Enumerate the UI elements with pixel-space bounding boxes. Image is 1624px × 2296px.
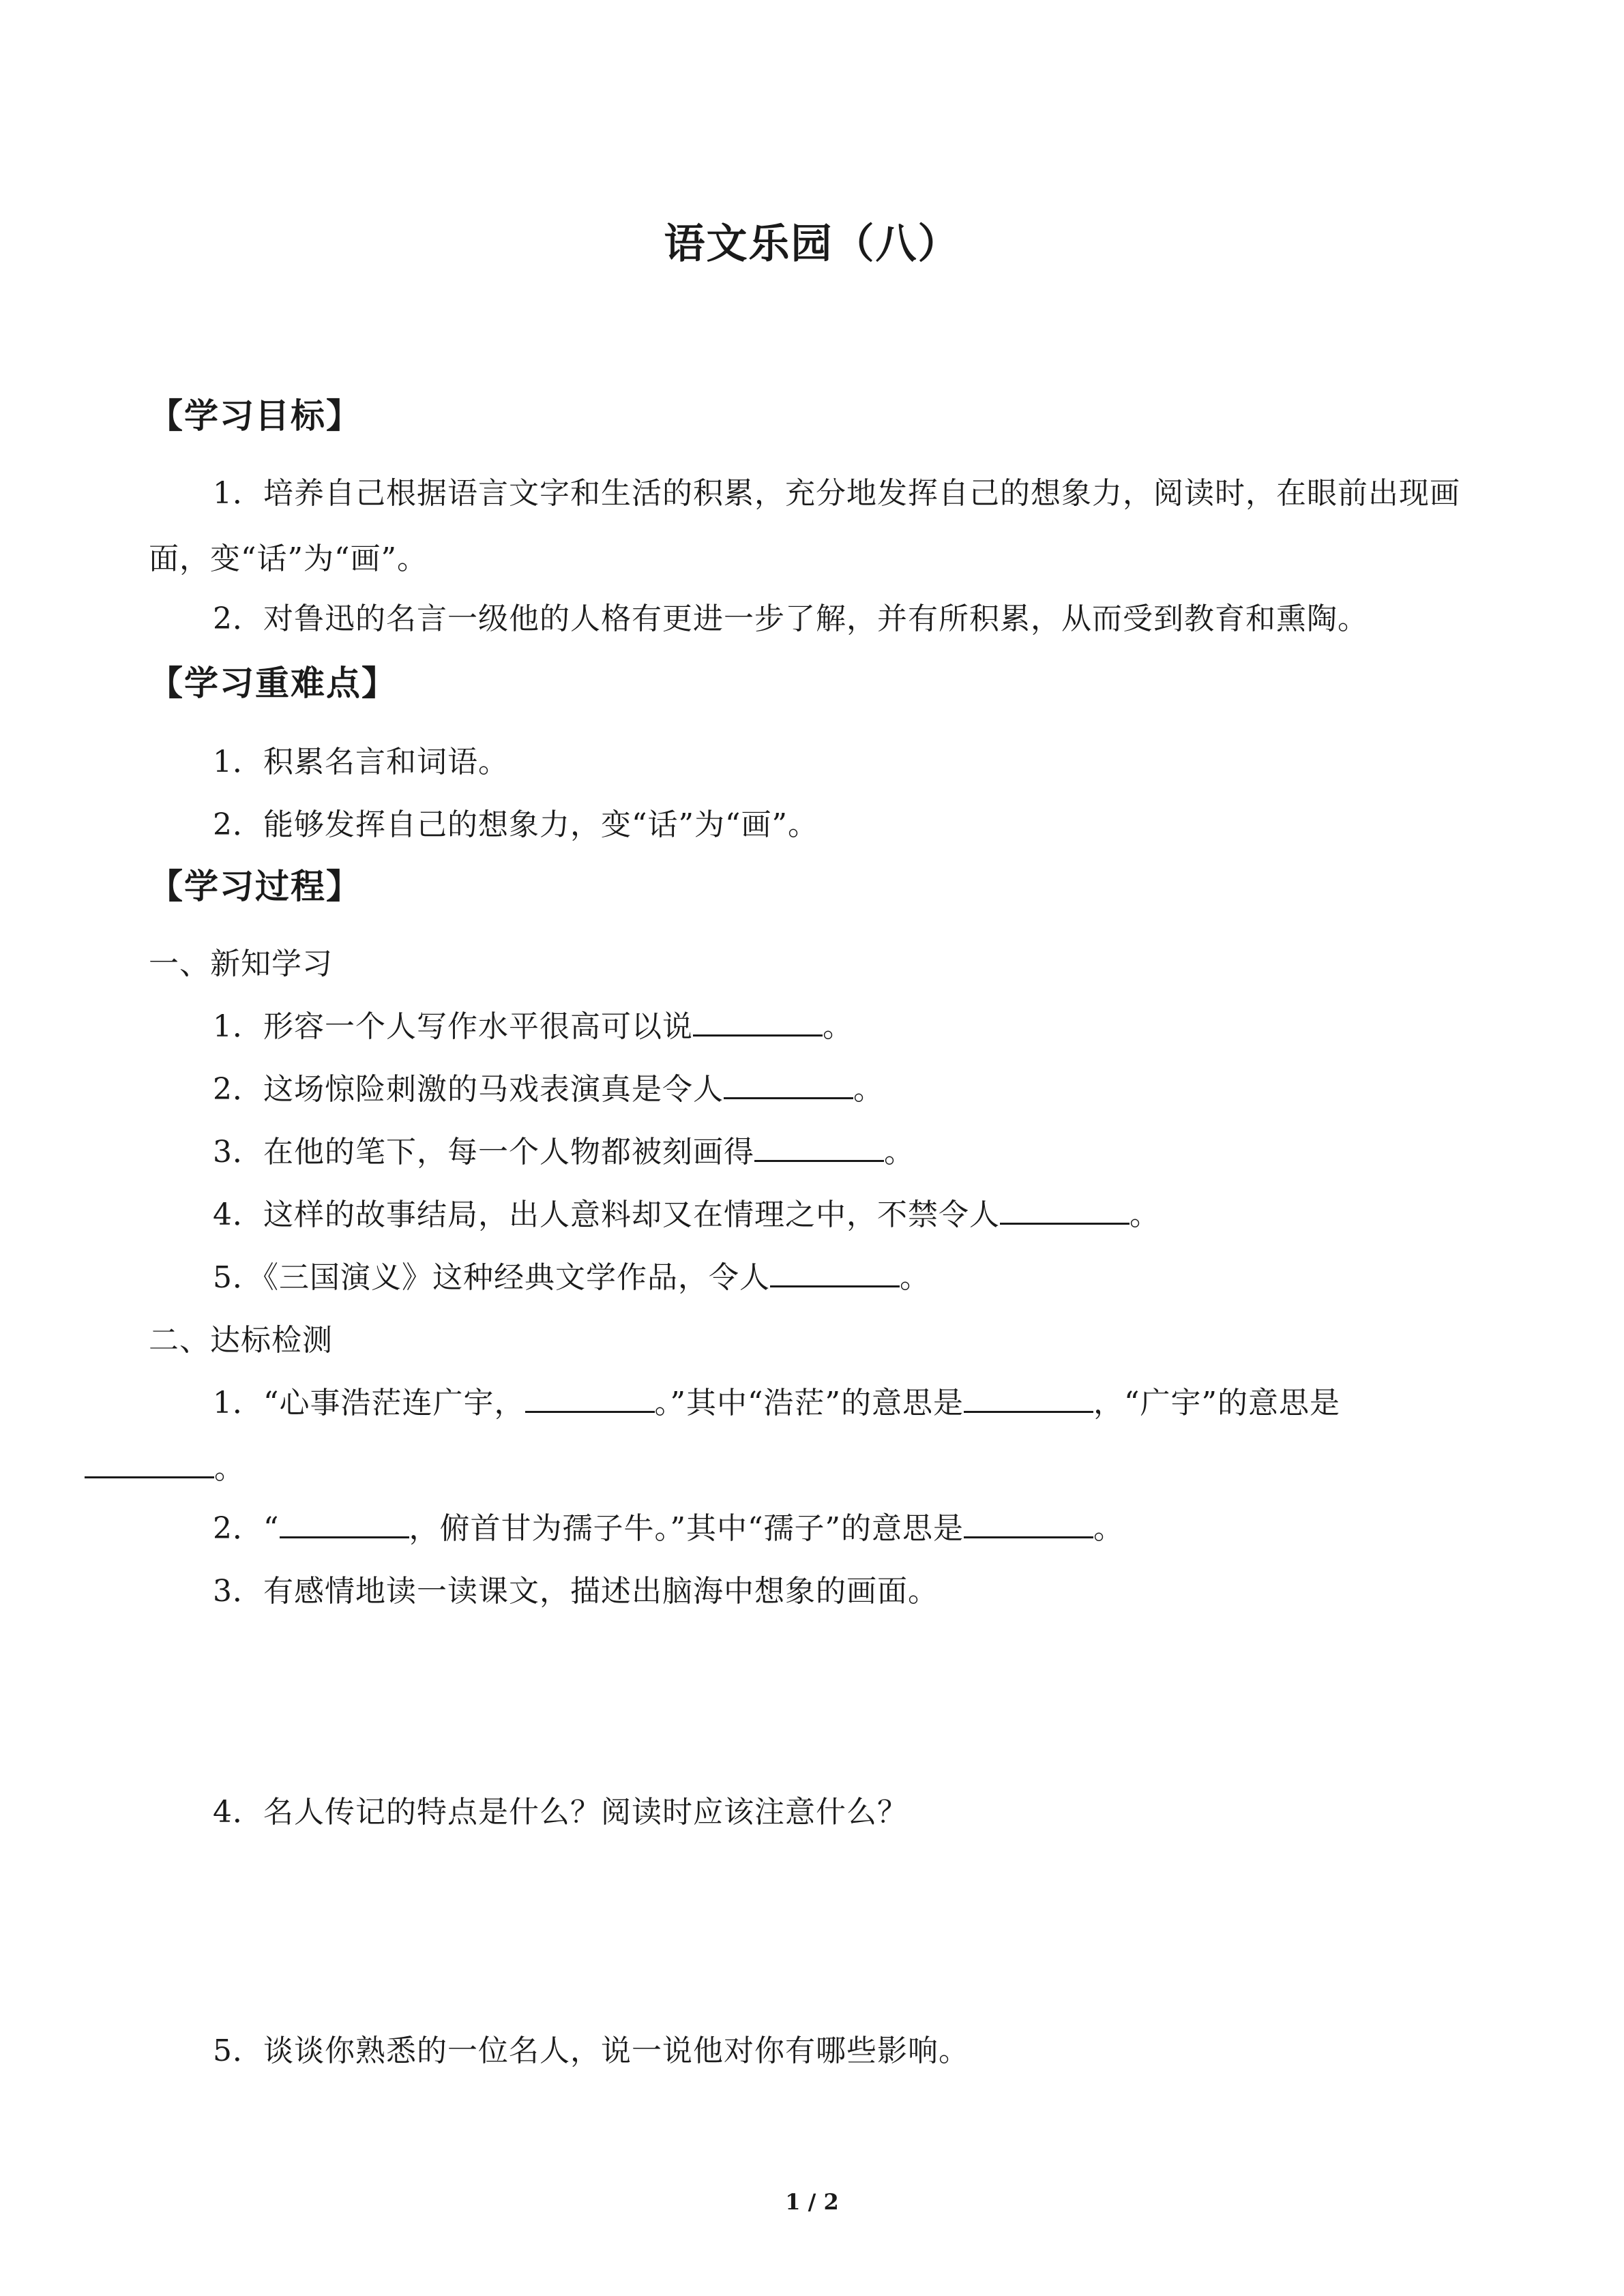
part-title-new-knowledge: 一、新知学习 [149, 946, 333, 981]
fill-in-blank[interactable] [754, 1133, 884, 1162]
fill-in-blank[interactable] [770, 1258, 900, 1287]
section-heading-goals: 【学习目标】 [149, 396, 361, 436]
new-knowledge-q1: 1．形容一个人写作水平很高可以说 。 [213, 994, 853, 1060]
page-number: 1 / 2 [785, 2189, 839, 2215]
assessment-q1: 1．“心事浩茫连广宇， 。”其中“浩茫”的意思是 ，“广宇”的意思是 。 [149, 1371, 1479, 1502]
fill-in-blank[interactable] [964, 1509, 1093, 1538]
fill-in-blank[interactable] [525, 1384, 655, 1413]
assessment-q3: 3．有感情地读一读课文，描述出脑海中想象的画面。 [213, 1574, 939, 1609]
fill-in-blank[interactable] [280, 1509, 409, 1538]
new-knowledge-q2: 2．这场惊险刺激的马戏表演真是令人 。 [213, 1057, 884, 1122]
key-point-item-1: 1．积累名言和词语。 [213, 745, 509, 779]
page-title: 语文乐园（八） [664, 220, 960, 268]
section-heading-key-points: 【学习重难点】 [149, 663, 397, 703]
section-heading-process: 【学习过程】 [149, 866, 361, 906]
part-title-assessment: 二、达标检测 [149, 1323, 333, 1358]
assessment-q5: 5．谈谈你熟悉的一位名人，说一说他对你有哪些影响。 [213, 2033, 969, 2068]
goal-item-2: 2．对鲁迅的名言一级他的人格有更进一步了解，并有所积累，从而受到教育和熏陶。 [213, 601, 1368, 636]
new-knowledge-q5: 5．《三国演义》这种经典文学作品，令人 。 [213, 1245, 930, 1311]
assessment-q4: 4．名人传记的特点是什么？阅读时应该注意什么？ [213, 1795, 908, 1830]
new-knowledge-q4: 4．这样的故事结局，出人意料却又在情理之中，不禁令人 。 [213, 1182, 1160, 1248]
key-point-item-2: 2．能够发挥自己的想象力，变“话”为“画”。 [213, 807, 818, 842]
fill-in-blank[interactable] [85, 1449, 214, 1478]
fill-in-blank[interactable] [964, 1384, 1093, 1413]
assessment-q2: 2．“ ，俯首甘为孺子牛。”其中“孺子”的意思是 。 [213, 1496, 1124, 1562]
fill-in-blank[interactable] [724, 1070, 853, 1099]
goal-item-1: 1．培养自己根据语言文字和生活的积累，充分地发挥自己的想象力，阅读时，在眼前出现画面，变“话”为“画”。 [149, 476, 1460, 576]
new-knowledge-q3: 3．在他的笔下，每一个人物都被刻画得 。 [213, 1120, 915, 1185]
fill-in-blank[interactable] [1000, 1195, 1130, 1225]
fill-in-blank[interactable] [693, 1007, 823, 1037]
